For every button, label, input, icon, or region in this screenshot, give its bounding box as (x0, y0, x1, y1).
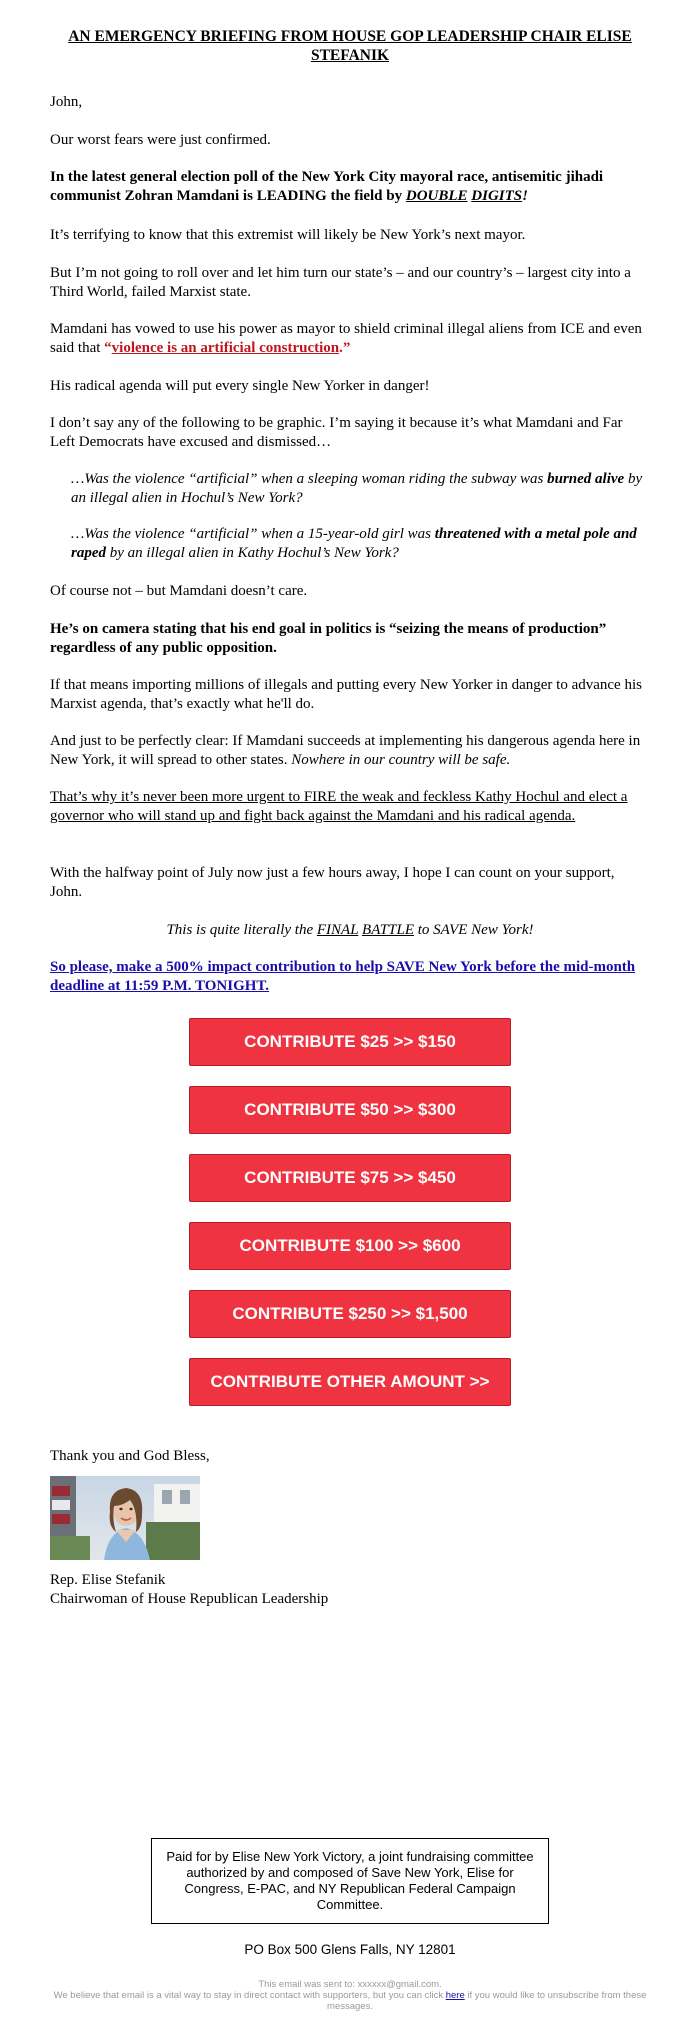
signature-name: Rep. Elise Stefanik (50, 1572, 166, 1588)
unsubscribe-notice: We believe that email is a vital way to stay in direct contact with supporters, but you can click here if you would like to unsubscribe from these messages. (53, 1990, 647, 2012)
paragraph-importing: If that means importing millions of illegals and putting every New Yorker in danger to advance his Marxist agenda, that’s exactly what he'll do. (50, 677, 642, 712)
footer (50, 1979, 650, 2012)
cta-link[interactable]: So please, make a 500% impact contribution to help SAVE New York before the mid-month deadline at 11:59 P.M. TONIGHT. (50, 959, 636, 994)
paragraph-halfway: With the halfway point of July now just a few hours away, I hope I can count on your support, John. (50, 865, 615, 900)
signature-title: Chairwoman of House Republican Leadership (50, 1591, 329, 1607)
contribute-100-button[interactable]: CONTRIBUTE $100 >> $600 (189, 1222, 511, 1270)
emphasis-double: DOUBLE (405, 188, 468, 204)
paragraph-poll: In the latest general election poll of the New York City mayoral race, antisemitic jihadi communist Zohran Mamdani is LEADING the field by DOUBLE DIGITS! (50, 169, 604, 204)
paragraph-cta (50, 958, 650, 996)
sent-to-notice: This email was sent to: xxxxxx@gmail.com. (258, 1979, 442, 1990)
paragraph-rollover: But I’m not going to roll over and let him turn our state’s – and our country’s – largest city into a Third World, failed Marxist state. (50, 265, 631, 300)
signoff: Thank you and God Bless, (50, 1448, 210, 1464)
contribute-25-button[interactable]: CONTRIBUTE $25 >> $150 (189, 1018, 511, 1066)
headline: AN EMERGENCY BRIEFING FROM HOUSE GOP LEADERSHIP CHAIR ELISE STEFANIK (68, 28, 632, 64)
emphasis-digits: DIGITS (471, 188, 523, 204)
contribute-50-button[interactable]: CONTRIBUTE $50 >> $300 (189, 1086, 511, 1134)
greeting: John, (50, 94, 83, 110)
quote-girl: …Was the violence “artificial” when a 15-year-old girl was threatened with a metal pole and raped by an illegal alien in Kathy Hochul’s New York? (71, 526, 637, 561)
stefanik-photo (50, 1476, 200, 1560)
paragraph-graphic: I don’t say any of the following to be graphic. I’m saying it because it’s what Mamdani and Far Left Democrats have excused and dismissed… (50, 415, 623, 450)
contribute-other-button[interactable]: CONTRIBUTE OTHER AMOUNT >> (189, 1358, 511, 1406)
mailing-address: PO Box 500 Glens Falls, NY 12801 (244, 1942, 456, 1957)
paragraph-clear: And just to be perfectly clear: If Mamdani succeeds at implementing his dangerous agenda here in New York, it will spread to other states. Nowhere in our country will be safe. (50, 733, 641, 768)
paragraph-fears: Our worst fears were just confirmed. (50, 132, 271, 148)
quote-subway: …Was the violence “artificial” when a sleeping woman riding the subway was burned alive by an illegal alien in Hochul’s New York? (71, 471, 643, 506)
contribute-75-button[interactable]: CONTRIBUTE $75 >> $450 (189, 1154, 511, 1202)
paragraph-camera: He’s on camera stating that his end goal in politics is “seizing the means of production” regardless of any public opposition. (50, 621, 607, 656)
paragraph-agenda: His radical agenda will put every single New Yorker in danger! (50, 378, 430, 394)
paragraph-final-battle: This is quite literally the FINAL BATTLE to SAVE New York! (166, 922, 534, 938)
contribute-250-button[interactable]: CONTRIBUTE $250 >> $1,500 (189, 1290, 511, 1338)
violence-quote-link[interactable]: violence is an artificial construction (111, 340, 340, 356)
paragraph-of-course: Of course not – but Mamdani doesn’t care. (50, 583, 308, 599)
paragraph-vowed: Mamdani has vowed to use his power as mayor to shield criminal illegal aliens from ICE and even said that “violence is an artificial construction.” (50, 321, 642, 356)
paragraph-fire-hochul: That’s why it’s never been more urgent to FIRE the weak and feckless Kathy Hochul and elect a governor who will stand up and fight back against the Mamdani and his radical agenda. (50, 789, 628, 824)
paragraph-terrifying: It’s terrifying to know that this extremist will likely be New York’s next mayor. (50, 227, 526, 243)
paid-for-disclaimer: Paid for by Elise New York Victory, a joint fundraising committee authorized by and composed of Save New York, Elise for Congress, E-PAC, and NY Republican Federal Campaign Committee. (151, 1838, 549, 1924)
unsubscribe-link[interactable]: here (445, 1990, 465, 2001)
